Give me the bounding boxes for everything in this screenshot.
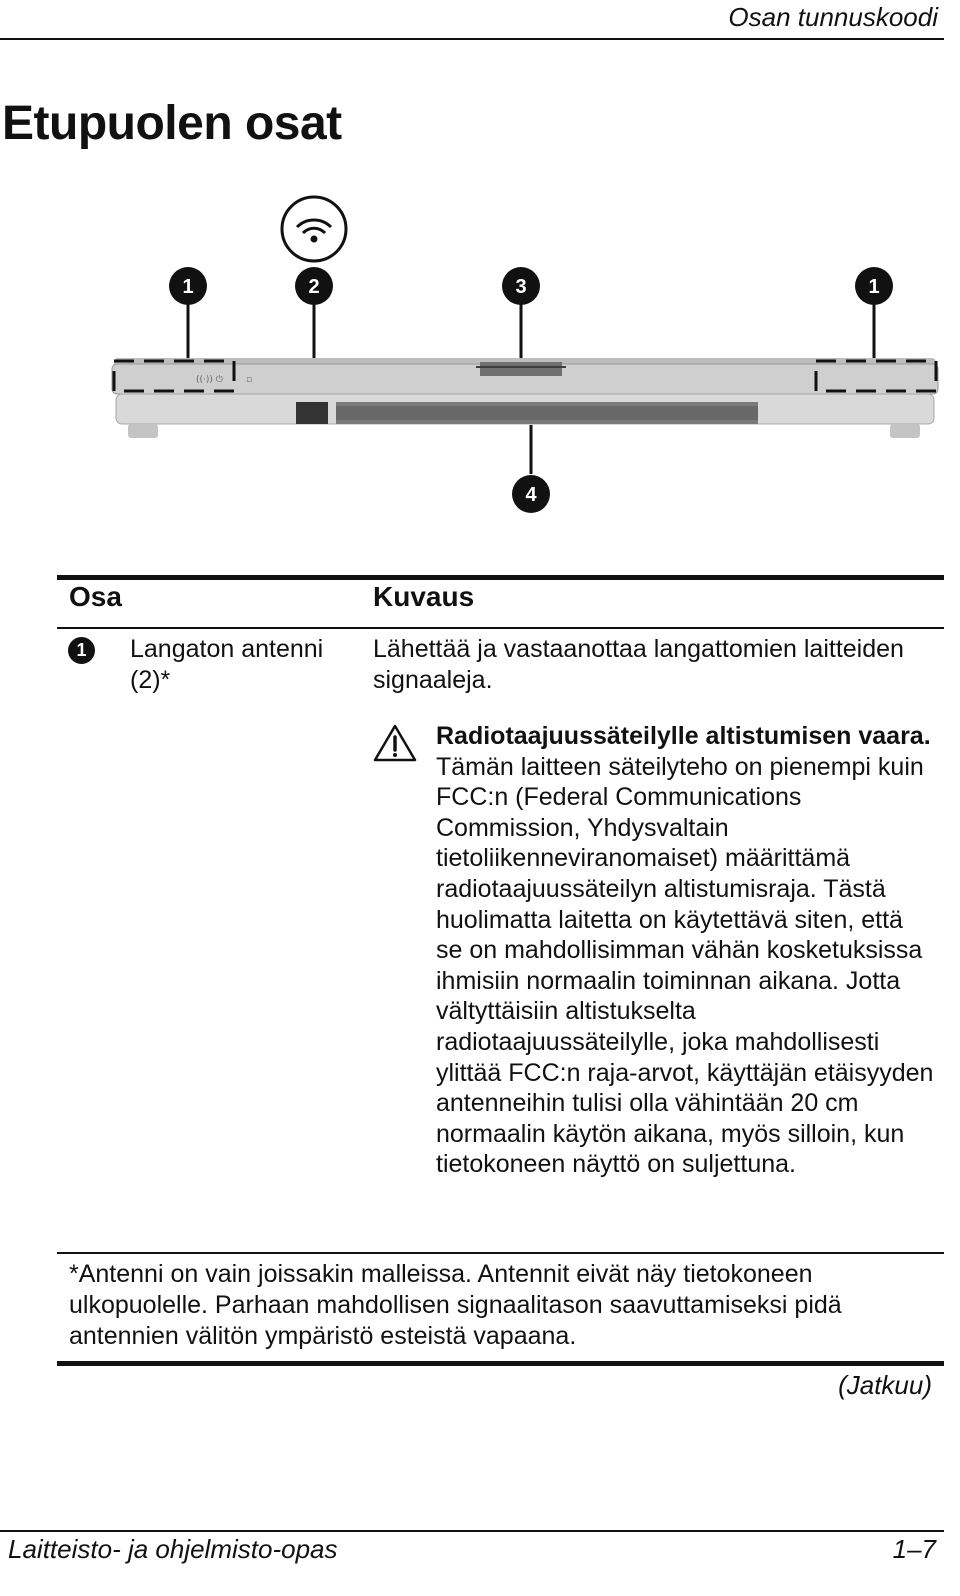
page-title: Etupuolen osat [2, 97, 342, 150]
header-rule [0, 38, 944, 40]
table-header-rule [57, 627, 944, 629]
footer-rule [0, 1530, 944, 1532]
warning-heading: Radiotaajuussäteilylle altistumisen vaara. [436, 722, 931, 750]
continued-label: (Jatkuu) [838, 1370, 932, 1400]
footnote-rule [57, 1252, 944, 1254]
laptop-front-figure [100, 188, 960, 528]
part-description: Lähettää ja vastaanottaa langattomien laitteiden signaaleja. [373, 635, 904, 694]
column-header-kuvaus: Kuvaus [373, 581, 475, 612]
running-head: Osan tunnuskoodi [728, 2, 938, 32]
table-footnote: *Antenni on vain joissakin malleissa. Antennit eivät näy tietokoneen ulkopuolelle. Parhaan mahdollisen signaalitason saavuttamiseksi pidä antennien välitön ympäristö esteistä vapaana. [69, 1260, 842, 1350]
warning-text [436, 721, 936, 1180]
callout-label: 1 [868, 276, 880, 298]
laptop-body [112, 358, 938, 438]
warning-body: Tämän laitteen säteilyteho on pienempi kuin FCC:n (Federal Communications Commission, Yhdysvaltain tietoliikenneviranomaiset) määrittämä radiotaajuussäteilyn altistumisraja. Tästä huolimatta laitetta on käytettävä siten, että se on mahdollisimman vähän kosketuksissa ihmisiin normaalin toiminnan aikana. Jotta vältyttäisiin altistukselta radiotaajuussäteilylle, joka mahdollisesti ylittää FCC:n raja-arvot, käyttäjän etäisyyden antenneihin tulisi olla vähintään 20 cm normaalin käytön aikana, myös silloin, kun tietokoneen näyttö on suljettuna. [436, 752, 934, 1179]
callout-label: 4 [525, 484, 537, 506]
row-number-badge: 1 [68, 637, 95, 664]
callout-label: 2 [308, 276, 320, 298]
svg-text:▫: ▫ [246, 375, 253, 385]
table-bottom-rule [57, 1361, 944, 1366]
table-top-rule [57, 575, 944, 580]
footer-title: Laitteisto- ja ohjelmisto-opas [8, 1534, 338, 1564]
callout-label: 1 [182, 276, 194, 298]
part-name: Langaton antenni (2)* [130, 635, 324, 694]
warning-triangle-icon [372, 723, 418, 763]
page-number: 1–7 [892, 1534, 936, 1564]
wireless-icon [282, 197, 346, 261]
svg-text:((·)) ⏻: ((·)) ⏻ [196, 375, 223, 385]
column-header-osa: Osa [69, 581, 122, 612]
callout-label: 3 [515, 276, 527, 298]
